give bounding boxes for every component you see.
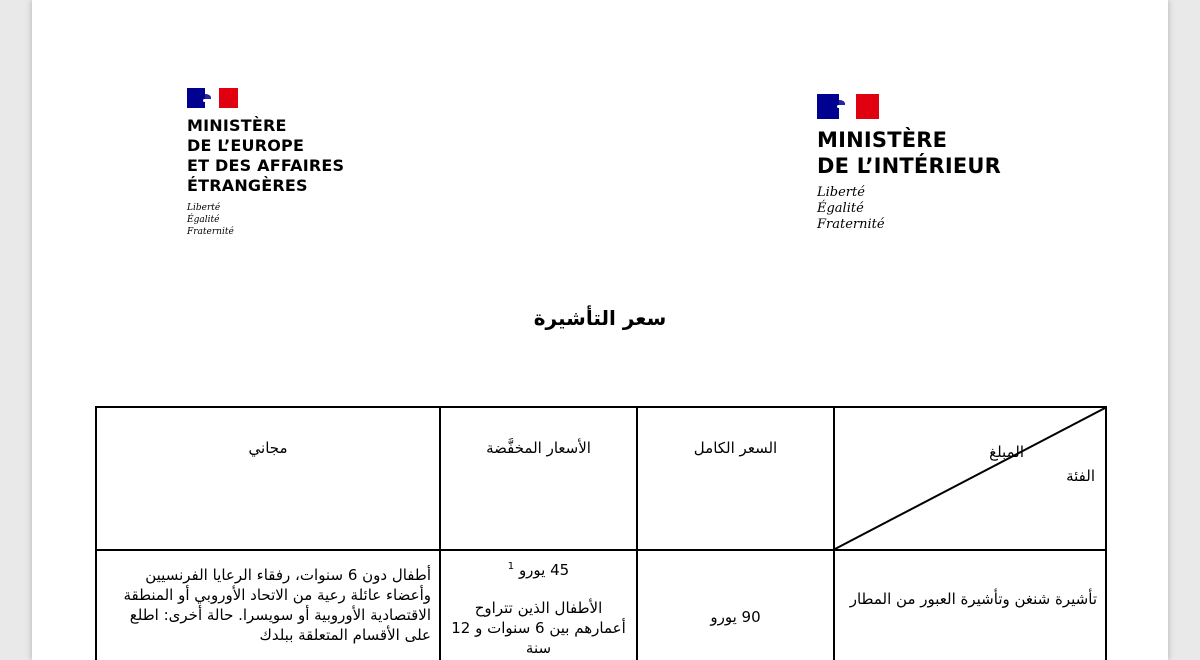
reduced-price-cell (440, 550, 637, 660)
reduced-price-line (449, 557, 628, 580)
visa-type-cell: تأشيرة شنغن وتأشيرة العبور من المطار (834, 550, 1106, 660)
ministry-interior-motto: Liberté Égalité Fraternité (817, 185, 885, 232)
ministry-europe-motto: Liberté Égalité Fraternité (187, 203, 234, 237)
ministry-interior-logo (817, 94, 1001, 233)
reduced-price-value: 45 يورو (518, 561, 570, 579)
table-row (96, 550, 1106, 660)
ministry-europe-name: MINISTÈRE DE L’EUROPE ET DES AFFAIRES ÉTRANGÈRES (187, 116, 345, 195)
header-diagonal-cell (834, 407, 1106, 550)
ministry-interior-name: MINISTÈRE DE L’INTÉRIEUR (817, 128, 1002, 178)
diagonal-line (835, 408, 1105, 549)
header-amount: المبلغ (989, 443, 1024, 461)
ministry-europe-logo (187, 88, 344, 238)
header-full-price: السعر الكامل (637, 407, 834, 550)
full-price-cell: 90 يورو (637, 550, 834, 660)
document-page (32, 0, 1168, 660)
marianne-flag-icon (817, 94, 1001, 119)
visa-price-table (95, 406, 1107, 660)
table-header-row (96, 407, 1106, 550)
header-free: مجاني (96, 407, 440, 550)
marianne-flag-icon (187, 88, 344, 108)
header-reduced: الأسعار المخفَّضة (440, 407, 637, 550)
reduced-price-description: الأطفال الذين تتراوح أعمارهم بين 6 سنوات و 12 سنة (451, 599, 626, 657)
free-cell: أطفال دون 6 سنوات، رفقاء الرعايا الفرنسيين وأعضاء عائلة رعية من الاتحاد الأوروبي أو المنطقة الاقتصادية الأوروبية أو سويسرا. حالة أخرى: اطلع على الأقسام المتعلقة ببلدك (96, 550, 440, 660)
header-category: الفئة (1066, 467, 1095, 485)
page-title: سعر التأشيرة (533, 306, 667, 330)
footnote-marker: 1 (507, 561, 515, 572)
